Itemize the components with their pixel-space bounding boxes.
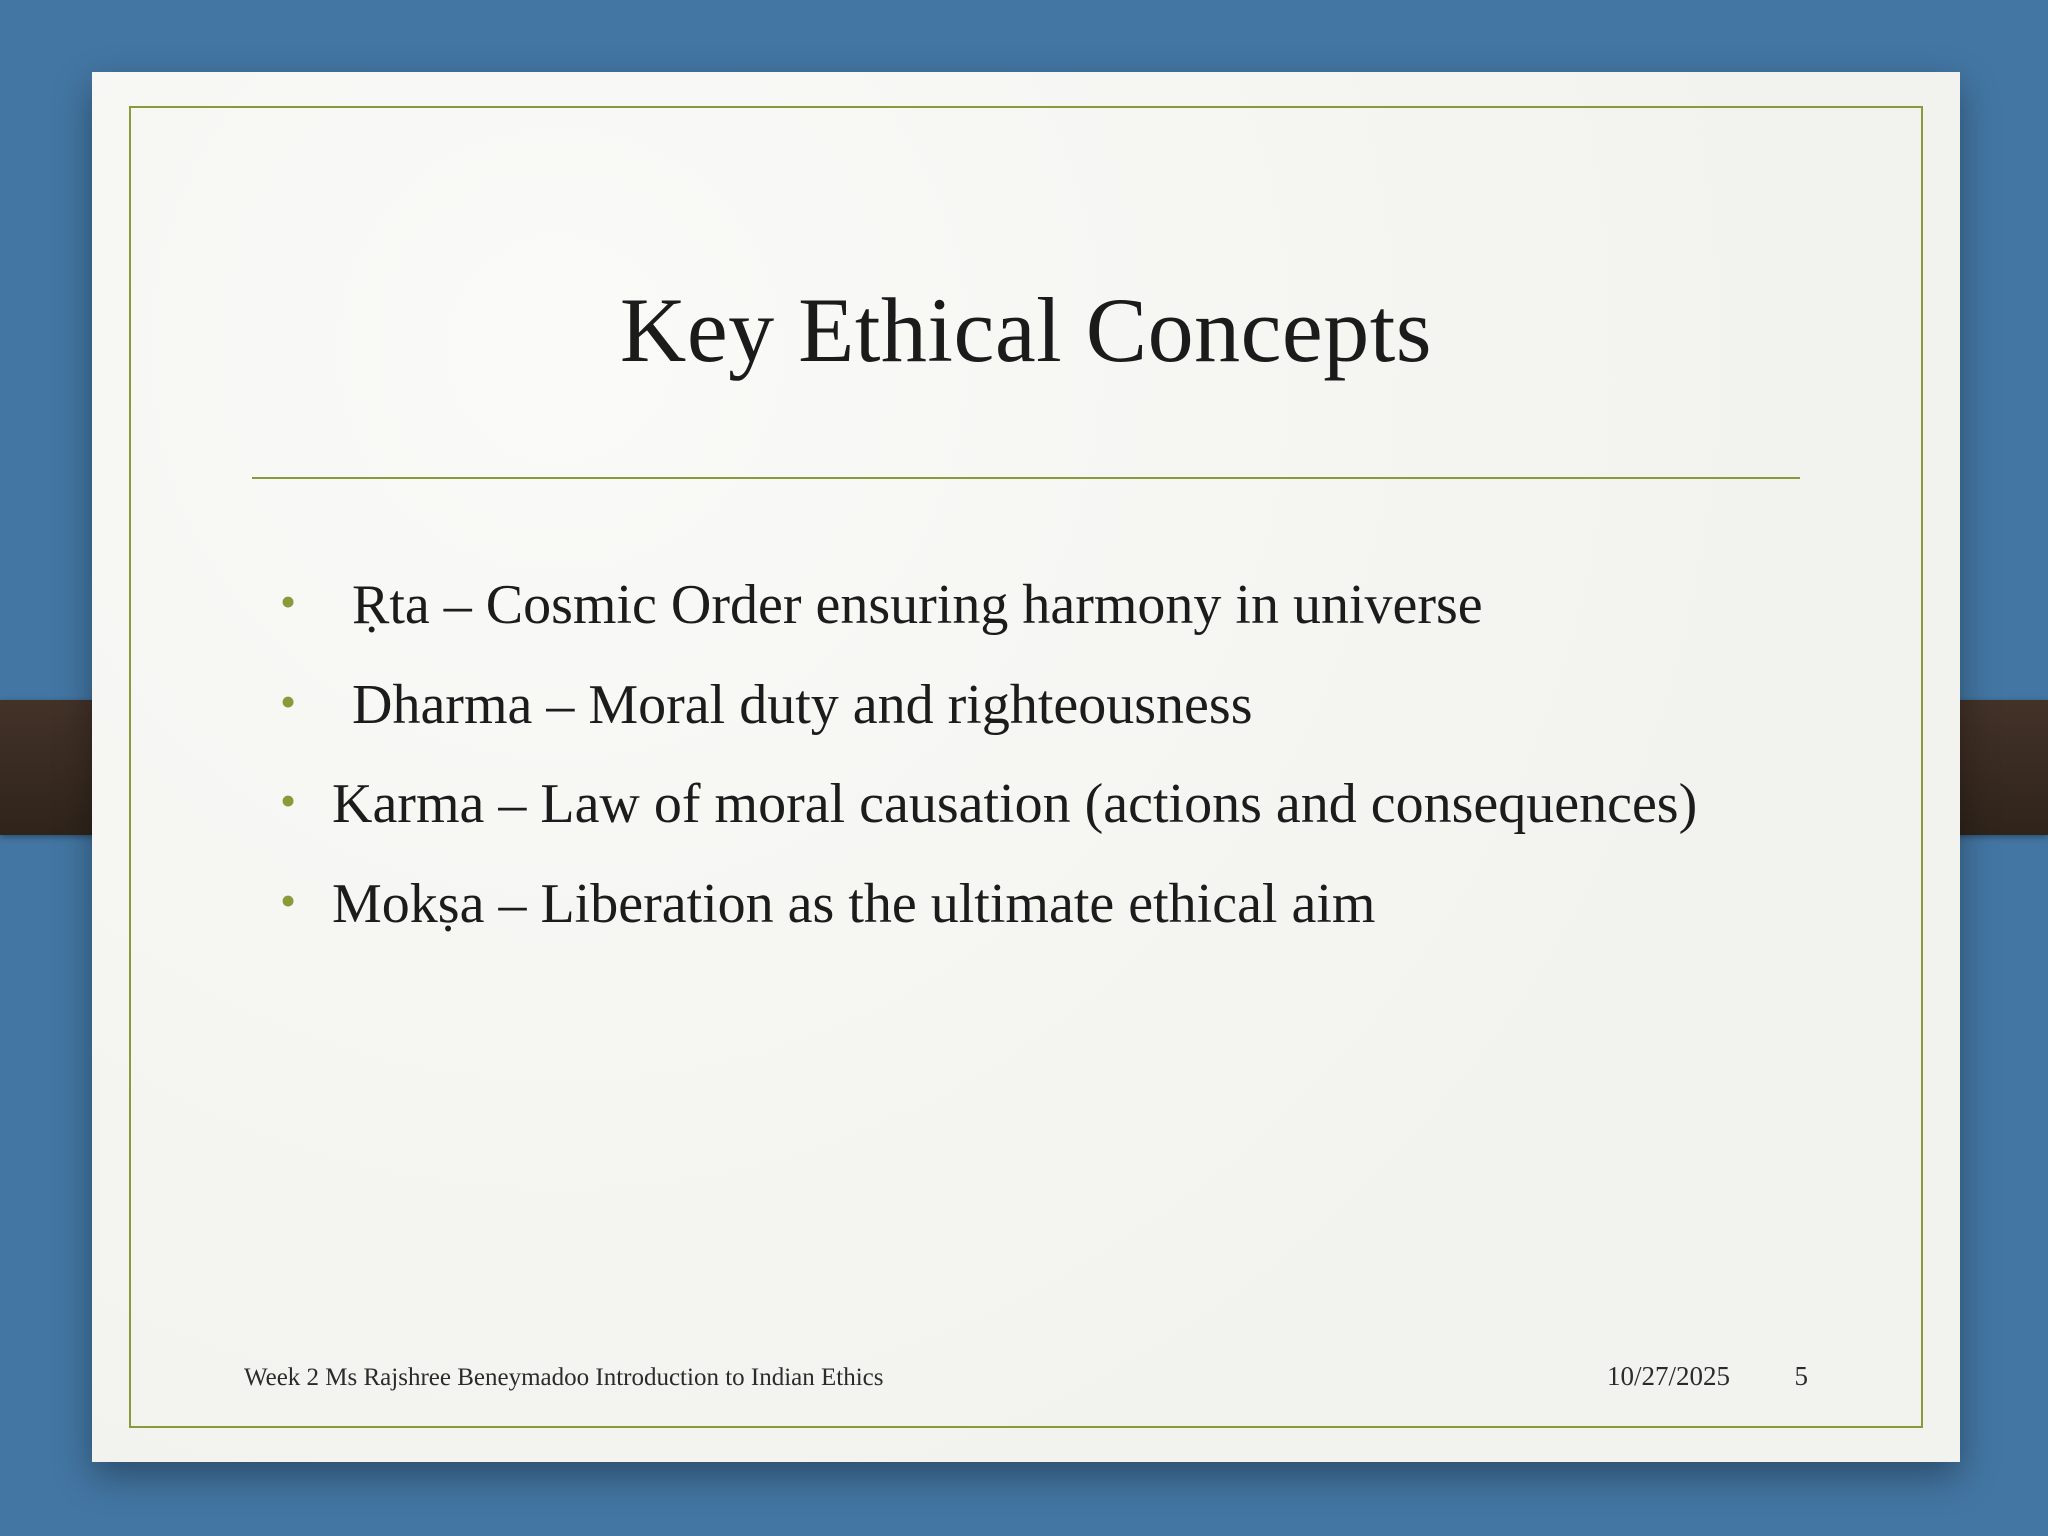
slide-footer: [92, 1358, 1960, 1392]
list-item: [280, 570, 1810, 642]
list-item-text: Mokṣa – Liberation as the ultimate ethical aim: [332, 873, 1376, 936]
list-item: [280, 769, 1810, 841]
slide-card: [92, 72, 1960, 1462]
list-item: [280, 869, 1810, 941]
bullet-dot-icon: •: [280, 675, 297, 727]
list-item-text: Ṛta – Cosmic Order ensuring harmony in universe: [352, 574, 1483, 636]
footer-date: 10/27/2025: [1606, 1361, 1730, 1391]
bullet-dot-icon: •: [280, 775, 297, 827]
bullet-dot-icon: •: [280, 576, 297, 627]
list-item-text: Karma – Law of moral causation (actions and consequences): [332, 773, 1698, 836]
footer-page-number: 5: [1794, 1361, 1808, 1391]
page-title: Key Ethical Concepts: [619, 279, 1433, 381]
title-divider: [252, 477, 1800, 479]
list-item-text: Dharma – Moral duty and righteousness: [352, 673, 1253, 736]
footer-text: Week 2 Ms Rajshree Beneymadoo Introduction to Indian Ethics: [244, 1364, 884, 1391]
bullet-list: [280, 570, 1810, 969]
bullet-dot-icon: •: [280, 875, 297, 927]
list-item: [280, 670, 1810, 742]
